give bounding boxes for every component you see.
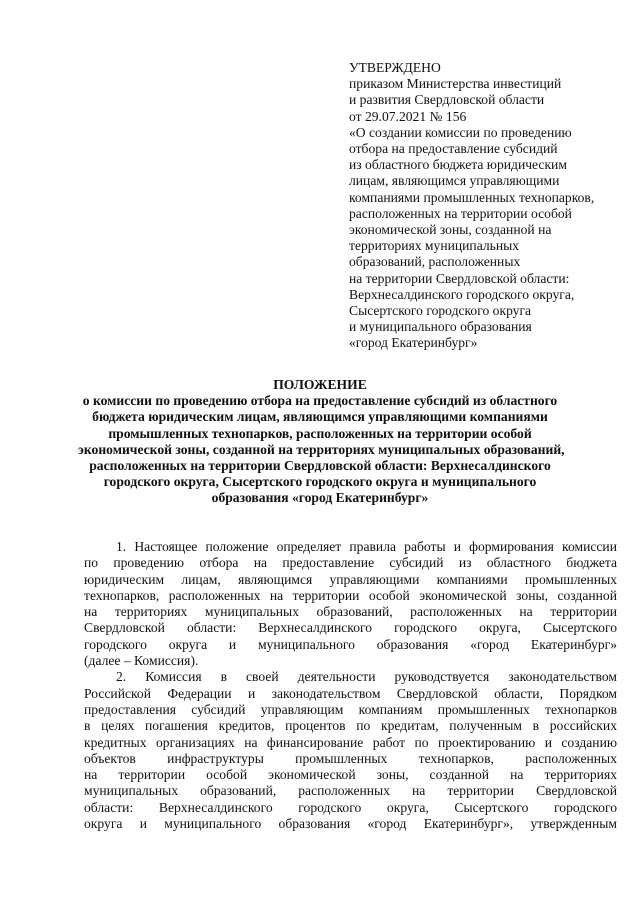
approval-line: расположенных на территории особой	[349, 205, 572, 221]
paragraph-line: на территориях муниципальных образований, расположенных на территории	[84, 604, 617, 620]
paragraph-line: юридическим лицам, являющимся управляющими компаниями промышленных	[84, 571, 617, 587]
title-line: о комиссии по проведению отбора на предоставление субсидий из областного	[82, 393, 558, 409]
paragraph-line: Российской Федерации и законодательством Свердловской области, Порядком	[84, 685, 617, 701]
approval-heading: УТВЕРЖДЕНО	[349, 60, 441, 75]
paragraph-line: области: Верхнесалдинского городского округа, Сысертского городского	[84, 799, 617, 815]
paragraph-line: на территории особой экономической зоны, созданной на территориях	[84, 767, 617, 783]
document-body	[84, 539, 617, 832]
approval-line: лицам, являющимся управляющими	[349, 173, 560, 189]
approval-line: территориях муниципальных	[349, 238, 520, 254]
paragraph-line: 1. Настоящее положение определяет правила работы и формирования комиссии	[116, 539, 617, 554]
document-title	[78, 377, 565, 507]
approval-line: Верхнесалдинского городского округа,	[349, 286, 575, 302]
title-line: бюджета юридическим лицам, являющимся управляющими компаниями	[92, 409, 548, 425]
paragraph-line: объектов инфраструктуры промышленных технопарков, расположенных	[84, 750, 617, 766]
paragraph-line: кредитных организациях на финансирование работ по проектированию и созданию	[84, 734, 617, 750]
approval-line: приказом Министерства инвестиций	[349, 76, 562, 92]
paragraph-line: 2. Комиссия в своей деятельности руководствуется законодательством	[116, 669, 617, 685]
approval-stamp	[349, 60, 611, 352]
paragraph-line: (далее – Комиссия).	[84, 653, 199, 669]
approval-line: экономической зоны, созданной на	[349, 222, 552, 238]
approval-line: из областного бюджета юридическим	[349, 157, 567, 173]
approval-line: Сысертского городского округа	[349, 303, 532, 319]
title-line: экономической зоны, созданной на территориях муниципальных образований,	[78, 441, 565, 457]
paragraph-line: предоставления субсидий управляющим компаниям промышленных технопарков	[84, 701, 617, 717]
title-line: образования «город Екатеринбург»	[211, 490, 429, 506]
approval-line: отбора на предоставление субсидий	[349, 141, 558, 157]
approval-line: образований, расположенных	[349, 254, 521, 270]
paragraph-line: технопарков, расположенных на территории особой экономической зоны, созданной	[84, 587, 617, 603]
approval-line: компаниями промышленных технопарков,	[349, 189, 595, 205]
approval-line: «город Екатеринбург»	[349, 335, 478, 351]
title-line: промышленных технопарков, расположенных на территории особой	[108, 425, 532, 441]
approval-line: от 29.07.2021 № 156	[349, 108, 467, 124]
title-line: расположенных на территории Свердловской области: Верхнесалдинского	[89, 458, 551, 474]
paragraph-line: городского округа и муниципального образования «город Екатеринбург»	[84, 636, 617, 652]
paragraph-line: муниципальных образований, расположенных на территории Свердловской	[84, 783, 617, 799]
paragraph-line: округа и муниципального образования «город Екатеринбург», утвержденным	[84, 816, 617, 832]
approval-line: и развития Свердловской области	[349, 92, 545, 108]
approval-line: и муниципального образования	[349, 319, 532, 335]
paragraph-2	[84, 669, 617, 832]
approval-line: «О создании комиссии по проведению	[349, 124, 572, 140]
title-line: городского округа, Сысертского городского округа и муниципального	[103, 474, 537, 490]
paragraph-1	[84, 539, 617, 669]
paragraph-line: в целях погашения кредитов, процентов по кредитам, полученным в российских	[84, 718, 617, 734]
paragraph-line: Свердловской области: Верхнесалдинского городского округа, Сысертского	[84, 620, 617, 636]
paragraph-line: по проведению отбора на предоставление субсидий из областного бюджета	[84, 555, 617, 571]
approval-line: на территории Свердловской области:	[349, 270, 570, 286]
title-heading: ПОЛОЖЕНИЕ	[273, 377, 367, 392]
